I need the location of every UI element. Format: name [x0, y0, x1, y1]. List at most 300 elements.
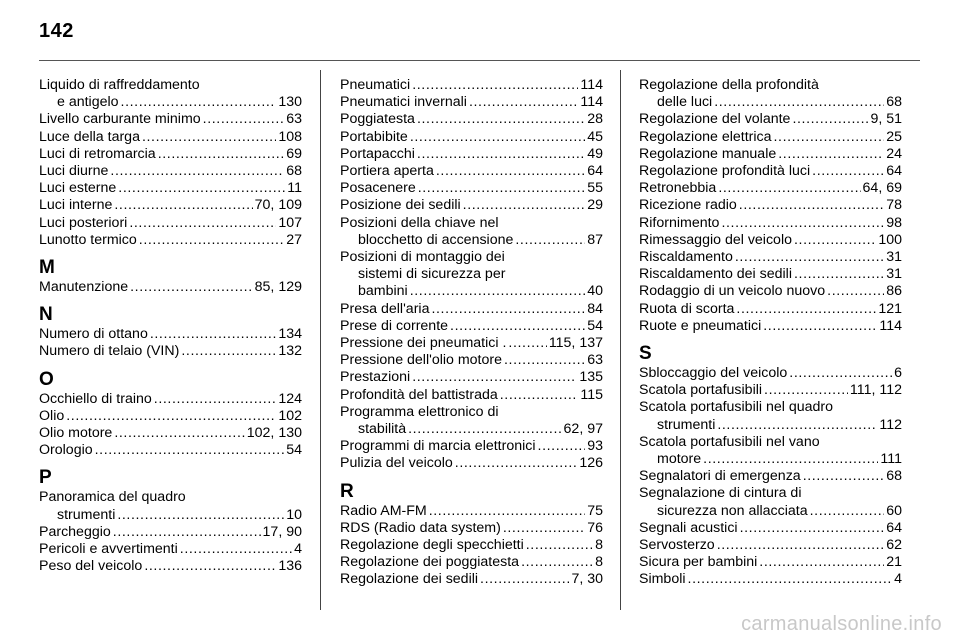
- leader-dots: [803, 468, 885, 485]
- index-entry: [39, 215, 302, 232]
- section-letter: R: [340, 480, 354, 502]
- entry-text: Pneumatici invernali: [340, 94, 467, 111]
- entry-text: Regolazione dei sedili: [340, 571, 479, 588]
- entry-line: [39, 391, 302, 408]
- index-entry: [39, 425, 302, 442]
- entry-line: [639, 129, 902, 146]
- page-ref: 10: [286, 506, 302, 523]
- entry-line: [639, 283, 902, 300]
- leader-dots: [154, 391, 277, 408]
- leader-dots: [110, 163, 284, 180]
- page-ref: 111: [880, 451, 902, 468]
- index-entry: [340, 180, 603, 197]
- entry-text: Peso del veicolo: [39, 558, 143, 575]
- index-entry: [39, 197, 302, 214]
- index-entry: [340, 301, 603, 318]
- page-ref: 54: [286, 442, 302, 459]
- leader-dots: [504, 352, 585, 369]
- index-entry: [340, 163, 603, 180]
- entry-text: Pericoli e avvertimenti: [39, 541, 178, 558]
- entry-line: [340, 94, 603, 111]
- leader-dots: [789, 365, 892, 382]
- entry-text: Posizioni della chiave nel: [340, 214, 499, 231]
- page-ref: 8: [595, 537, 603, 554]
- section-letter: P: [39, 467, 52, 489]
- page-ref: 108: [278, 128, 302, 145]
- entry-text: Riscaldamento: [639, 249, 733, 266]
- index-entry: [340, 146, 603, 163]
- leader-dots: [740, 520, 885, 537]
- page-ref: 107: [278, 214, 302, 231]
- index-entry: [639, 111, 902, 128]
- entry-line: [39, 343, 302, 360]
- entry-text: bambini: [358, 283, 408, 300]
- page-ref: 64, 69: [862, 180, 902, 197]
- index-entry: [39, 524, 302, 541]
- index-entry: [39, 77, 302, 111]
- leader-dots: [764, 382, 848, 399]
- entry-line: [340, 455, 603, 472]
- index-entry: [639, 571, 902, 588]
- index-entry: [639, 382, 902, 399]
- column-divider: [620, 70, 621, 610]
- entry-line: [639, 571, 902, 588]
- page-ref: 68: [286, 163, 302, 180]
- leader-dots: [792, 111, 868, 128]
- entry-text: Ruote e pneumatici: [639, 317, 762, 334]
- index-entry: [39, 129, 302, 146]
- entry-line: [340, 421, 603, 438]
- entry-text: Numero di ottano: [39, 326, 148, 343]
- page-number: 142: [39, 20, 74, 42]
- leader-dots: [114, 425, 244, 442]
- page-ref: 69: [286, 145, 302, 162]
- entry-text: Liquido di raffreddamento: [39, 77, 200, 93]
- page-ref: 4: [894, 571, 902, 588]
- leader-dots: [469, 94, 578, 111]
- index-column-3: [639, 77, 902, 589]
- leader-dots: [739, 197, 884, 214]
- page-ref: 124: [278, 390, 302, 407]
- index-entry: [340, 318, 603, 335]
- page-ref: 93: [587, 438, 603, 455]
- page-ref: 115: [580, 386, 603, 403]
- index-entry: [39, 146, 302, 163]
- leader-dots: [515, 232, 585, 249]
- leader-dots: [429, 503, 586, 520]
- page-ref: 62, 97: [563, 421, 603, 438]
- page-ref: 85, 129: [254, 279, 302, 296]
- leader-dots: [774, 129, 885, 146]
- entry-line: [39, 524, 302, 541]
- entry-text: Radio AM-FM: [340, 502, 427, 519]
- index-entry: [639, 232, 902, 249]
- entry-line: [340, 335, 603, 352]
- index-entry: [39, 558, 302, 575]
- leader-dots: [714, 94, 884, 111]
- entry-text: strumenti: [657, 416, 716, 433]
- page-ref: 134: [278, 326, 302, 343]
- leader-dots: [450, 318, 585, 335]
- index-entry: [639, 485, 902, 519]
- page-ref: 102, 130: [246, 425, 302, 442]
- index-entry: [340, 197, 603, 214]
- entry-line: [639, 468, 902, 485]
- leader-dots: [717, 417, 877, 434]
- entry-line: [39, 425, 302, 442]
- entry-line: [39, 146, 302, 163]
- page-ref: 78: [886, 197, 902, 214]
- entry-line: [639, 163, 902, 180]
- leader-dots: [480, 571, 569, 588]
- entry-text: Lunotto termico: [39, 231, 137, 248]
- index-entry: [639, 197, 902, 214]
- page-ref: 6: [894, 365, 902, 382]
- entry-text: stabilità: [358, 421, 407, 438]
- leader-dots: [703, 451, 878, 468]
- entry-line: [340, 318, 603, 335]
- page-ref: 9, 51: [870, 111, 902, 128]
- entry-line: [340, 554, 603, 571]
- entry-text: Programma elettronico di: [340, 403, 499, 420]
- entry-line: [639, 266, 902, 283]
- entry-text: Posacenere: [340, 180, 416, 197]
- page-ref: 132: [278, 343, 302, 360]
- index-entry: [639, 318, 902, 335]
- entry-line: [639, 94, 902, 111]
- page-ref: 84: [587, 300, 603, 317]
- entry-text: Segnalazione di cintura di: [639, 485, 802, 502]
- page-ref: 29: [587, 197, 603, 214]
- header-rule: [39, 60, 920, 61]
- entry-line: [639, 197, 902, 214]
- entry-text: Luci esterne: [39, 180, 117, 197]
- page-ref: 64: [886, 519, 902, 536]
- index-entry: [39, 442, 302, 459]
- entry-text: delle luci: [657, 94, 713, 111]
- entry-line: [340, 387, 603, 404]
- leader-dots: [180, 541, 292, 558]
- leader-dots: [812, 163, 884, 180]
- leader-dots: [810, 503, 885, 520]
- page-ref: 114: [580, 77, 603, 93]
- page-ref: 60: [886, 502, 902, 519]
- index-entry: [39, 180, 302, 197]
- index-entry: [340, 215, 603, 249]
- index-entry: [639, 283, 902, 300]
- index-entry: [639, 468, 902, 485]
- leader-dots: [410, 283, 586, 300]
- entry-line: [639, 365, 902, 382]
- entry-line: [340, 146, 603, 163]
- leader-dots: [66, 408, 276, 425]
- index-column-2: [340, 77, 603, 589]
- leader-dots: [417, 111, 585, 128]
- entry-text: Rifornimento: [639, 214, 720, 231]
- leader-dots: [418, 180, 586, 197]
- entry-text: Scatola portafusibili: [639, 382, 763, 399]
- index-entry: [39, 541, 302, 558]
- leader-dots: [144, 558, 276, 575]
- index-entry: [639, 399, 902, 433]
- entry-line: [639, 146, 902, 163]
- page-ref: 27: [286, 231, 302, 248]
- index-entry: [639, 249, 902, 266]
- entry-text: Portapacchi: [340, 145, 415, 162]
- entry-line: [639, 215, 902, 232]
- entry-text: Servosterzo: [639, 537, 715, 554]
- leader-dots: [455, 455, 578, 472]
- entry-line: [639, 503, 902, 520]
- leader-dots: [181, 343, 276, 360]
- leader-dots: [500, 387, 579, 404]
- entry-text: Orologio: [39, 442, 93, 459]
- entry-line: [39, 94, 302, 111]
- entry-text: Luci posteriori: [39, 214, 128, 231]
- index-entry: [340, 438, 603, 455]
- page-ref: 31: [886, 266, 902, 283]
- entry-text: Panoramica del quadro: [39, 489, 186, 506]
- leader-dots: [412, 77, 578, 94]
- page-ref: 136: [278, 558, 302, 575]
- leader-dots: [139, 232, 284, 249]
- index-entry: [39, 391, 302, 408]
- leader-dots: [158, 146, 285, 163]
- entry-line: [340, 77, 603, 94]
- page-ref: 64: [886, 163, 902, 180]
- leader-dots: [410, 129, 585, 146]
- entry-line: [39, 232, 302, 249]
- entry-line: [639, 180, 902, 197]
- entry-line: [639, 111, 902, 128]
- leader-dots: [118, 180, 285, 197]
- entry-text: Prese di corrente: [340, 317, 449, 334]
- index-entry: [340, 352, 603, 369]
- index-entry: [340, 404, 603, 438]
- index-entry: [340, 129, 603, 146]
- section-letter: O: [39, 368, 54, 390]
- index-entry: [340, 94, 603, 111]
- leader-dots: [521, 554, 593, 571]
- leader-dots: [718, 180, 860, 197]
- index-entry: [639, 537, 902, 554]
- page-ref: 7, 30: [571, 571, 603, 588]
- entry-text: Luce della targa: [39, 128, 140, 145]
- entry-text: Luci di retromarcia: [39, 145, 156, 162]
- entry-text: motore: [657, 451, 702, 468]
- index-entry: [639, 163, 902, 180]
- entry-line: [340, 111, 603, 128]
- index-entry: [340, 77, 603, 94]
- entry-line: [340, 520, 603, 537]
- entry-line: [39, 129, 302, 146]
- leader-dots: [436, 163, 585, 180]
- page-ref: 130: [278, 94, 302, 111]
- entry-text: strumenti: [57, 506, 116, 523]
- entry-text: sistemi di sicurezza per: [358, 266, 506, 283]
- entry-text: Segnalatori di emergenza: [639, 468, 801, 485]
- leader-dots: [114, 197, 252, 214]
- entry-text: Occhiello di traino: [39, 390, 152, 407]
- entry-text: blocchetto di accensione: [358, 231, 514, 248]
- entry-line: [340, 197, 603, 214]
- index-entry: [340, 554, 603, 571]
- section-letter: N: [39, 304, 53, 326]
- index-entry: [340, 369, 603, 386]
- page-ref: 87: [587, 231, 603, 248]
- index-entry: [340, 503, 603, 520]
- index-entry: [639, 77, 902, 111]
- entry-line: [39, 197, 302, 214]
- entry-line: [340, 571, 603, 588]
- entry-line: [639, 382, 902, 399]
- leader-dots: [508, 335, 546, 352]
- index-entry: [340, 111, 603, 128]
- page-ref: 49: [587, 145, 603, 162]
- index-entry: [39, 326, 302, 343]
- page-ref: 64: [587, 163, 603, 180]
- entry-line: [39, 408, 302, 425]
- leader-dots: [688, 571, 893, 588]
- entry-text: Retronebbia: [639, 180, 717, 197]
- entry-line: [639, 301, 902, 318]
- entry-text: Pressione dell'olio motore: [340, 352, 503, 369]
- index-entry: [39, 408, 302, 425]
- entry-line: [639, 520, 902, 537]
- entry-line: [340, 163, 603, 180]
- index-entry: [39, 163, 302, 180]
- entry-text: Riscaldamento dei sedili: [639, 266, 792, 283]
- index-entry: [639, 266, 902, 283]
- page-ref: 24: [886, 145, 902, 162]
- entry-text: e antigelo: [57, 94, 119, 111]
- page-ref: 112: [879, 416, 902, 433]
- index-entry: [639, 520, 902, 537]
- entry-text: Olio motore: [39, 425, 113, 442]
- entry-text: Regolazione dei poggiatesta: [340, 554, 520, 571]
- index-entry: [340, 571, 603, 588]
- entry-line: [39, 279, 302, 296]
- page-ref: 31: [886, 249, 902, 266]
- index-entry: [340, 520, 603, 537]
- page-ref: 126: [579, 455, 603, 472]
- index-column-1: [39, 77, 302, 575]
- page-ref: 76: [587, 519, 603, 536]
- entry-text: Luci diurne: [39, 163, 109, 180]
- entry-line: [39, 507, 302, 524]
- leader-dots: [526, 537, 593, 554]
- index-entry: [340, 249, 603, 301]
- entry-text: Livello carburante minimo: [39, 111, 201, 128]
- entry-line: [639, 417, 902, 434]
- page-ref: 63: [587, 352, 603, 369]
- page-ref: 55: [587, 180, 603, 197]
- index-entry: [340, 537, 603, 554]
- page-ref: 8: [595, 554, 603, 571]
- leader-dots: [203, 111, 285, 128]
- entry-text: RDS (Radio data system): [340, 519, 501, 536]
- leader-dots: [121, 94, 277, 111]
- leader-dots: [794, 232, 876, 249]
- leader-dots: [721, 215, 884, 232]
- entry-text: Presa dell'aria: [340, 300, 430, 317]
- page-ref: 135: [579, 369, 603, 386]
- leader-dots: [412, 369, 577, 386]
- entry-text: Pneumatici: [340, 77, 411, 93]
- entry-text: Regolazione degli specchietti: [340, 537, 524, 554]
- entry-text: Poggiatesta: [340, 111, 415, 128]
- page-ref: 68: [886, 468, 902, 485]
- index-entry: [39, 343, 302, 360]
- entry-text: Profondità del battistrada: [340, 386, 498, 403]
- entry-line: [340, 438, 603, 455]
- index-entry: [639, 301, 902, 318]
- page-ref: 121: [878, 300, 902, 317]
- entry-line: [639, 451, 902, 468]
- entry-text: Sbloccaggio del veicolo: [639, 365, 788, 382]
- entry-line: [340, 503, 603, 520]
- index-entry: [639, 554, 902, 571]
- leader-dots: [503, 520, 585, 537]
- entry-text: Regolazione profondità luci: [639, 163, 811, 180]
- index-entry: [340, 387, 603, 404]
- page-ref: 102: [278, 407, 302, 424]
- page-ref: 75: [587, 502, 603, 519]
- entry-line: [639, 249, 902, 266]
- entry-text: Pressione dei pneumatici .: [340, 335, 507, 352]
- page-ref: 98: [886, 214, 902, 231]
- entry-line: [39, 541, 302, 558]
- index-entry: [39, 111, 302, 128]
- entry-text: Parcheggio: [39, 523, 111, 540]
- leader-dots: [538, 438, 586, 455]
- entry-line: [639, 232, 902, 249]
- leader-dots: [736, 301, 876, 318]
- leader-dots: [759, 554, 884, 571]
- entry-line: [39, 326, 302, 343]
- page-ref: 115, 137: [548, 335, 603, 352]
- entry-text: Programmi di marcia elettronici: [340, 438, 536, 455]
- page-ref: 54: [587, 317, 603, 334]
- leader-dots: [431, 301, 585, 318]
- entry-text: Sicura per bambini: [639, 554, 758, 571]
- entry-line: [340, 283, 603, 300]
- index-entry: [639, 146, 902, 163]
- entry-text: Regolazione manuale: [639, 145, 777, 162]
- leader-dots: [417, 146, 585, 163]
- leader-dots: [763, 318, 877, 335]
- page-ref: 111, 112: [849, 382, 902, 399]
- entry-line: [39, 180, 302, 197]
- entry-text: Pulizia del veicolo: [340, 455, 453, 472]
- entry-text: Segnali acustici: [639, 519, 738, 536]
- entry-text: Regolazione del volante: [639, 111, 791, 128]
- entry-line: [39, 215, 302, 232]
- page-ref: 21: [886, 554, 902, 571]
- entry-text: Olio: [39, 407, 65, 424]
- index-entry: [639, 180, 902, 197]
- page-ref: 11: [287, 180, 302, 197]
- page-ref: 114: [879, 317, 902, 334]
- leader-dots: [142, 129, 276, 146]
- page-ref: 114: [580, 94, 603, 111]
- entry-text: Scatola portafusibili nel vano: [639, 433, 820, 450]
- entry-line: [39, 111, 302, 128]
- index-entry: [340, 335, 603, 352]
- section-letter: S: [639, 343, 652, 365]
- entry-text: Scatola portafusibili nel quadro: [639, 399, 834, 416]
- entry-line: [639, 537, 902, 554]
